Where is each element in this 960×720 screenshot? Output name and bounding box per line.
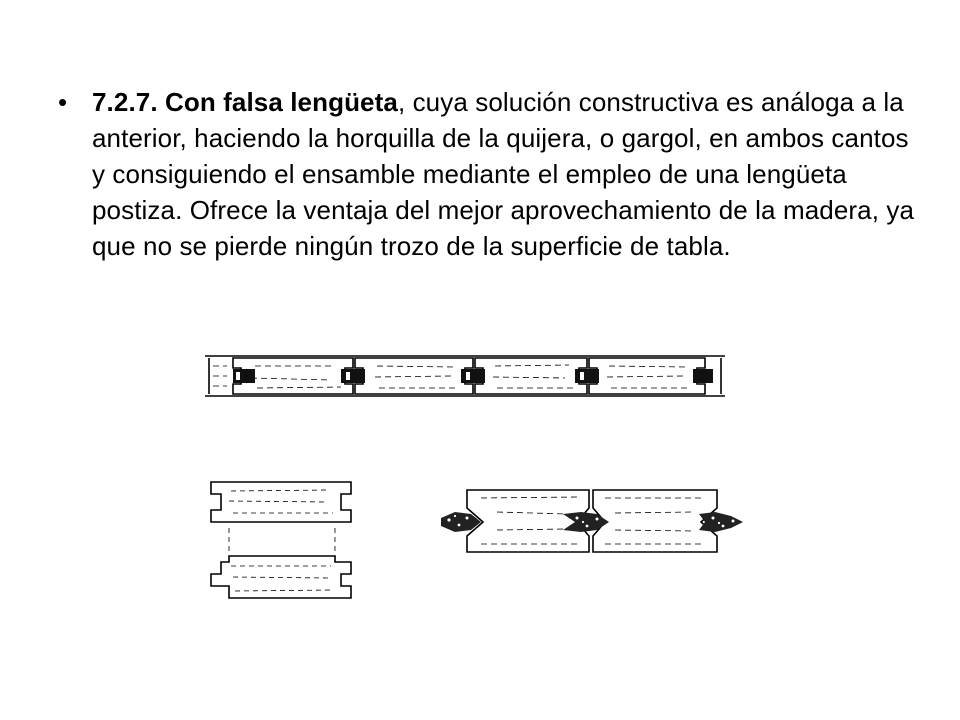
bullet-heading: 7.2.7. Con falsa lengüeta — [92, 87, 398, 117]
bullet-marker: • — [58, 87, 68, 117]
bullet-body: , cuya solución constructiva es análoga a la anterior, haciendo la horquilla de la quijera, o gargol, en ambos cantos y consiguiendo el ensamble mediante el empleo de una lengüeta postiza. Ofrece la ventaja del mejor aprovechamiento de la madera, ya que no se pierde ningún trozo de la superficie de tabla. — [92, 87, 915, 261]
loose-tongue-figure — [437, 482, 747, 562]
bullet-item — [58, 84, 918, 264]
bullet-text — [92, 84, 918, 264]
grooved-boards-figure — [205, 478, 360, 603]
floorboards-joined-figure — [205, 352, 725, 400]
